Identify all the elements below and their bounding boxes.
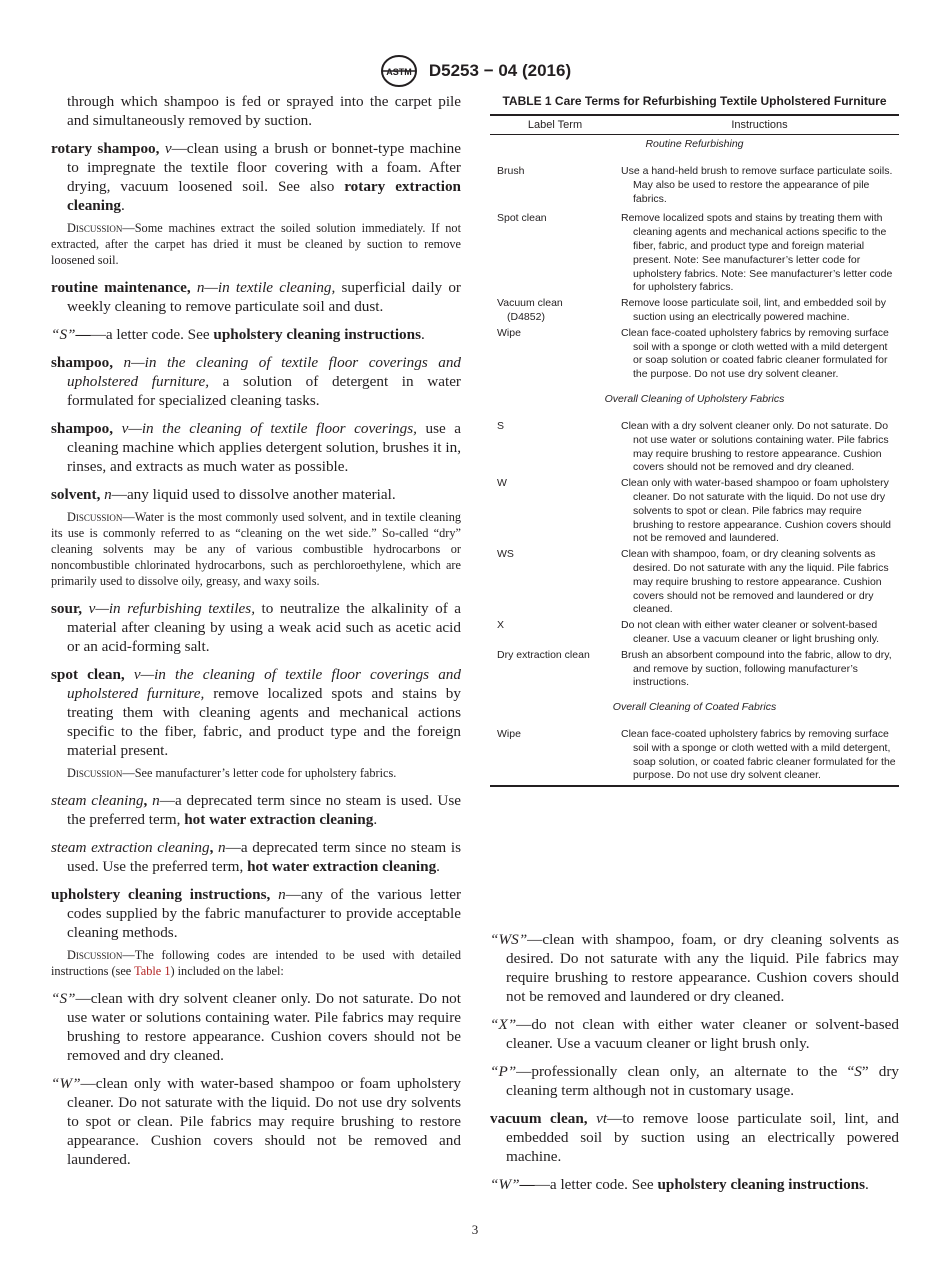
document-code: D5253 − 04 (2016) xyxy=(428,61,572,80)
discussion-rotary: Discussion—Some machines extract the soiled solution immediately. If not extracted, after the carpet has dried it must be cleaned by suction to remove loosened soil. xyxy=(51,221,461,267)
table-1-link[interactable]: Table 1 xyxy=(134,964,171,978)
term-routine-maintenance: routine maintenance, n—in textile cleaning, superficial daily or weekly cleaning to remove particulate soil and dust. xyxy=(51,279,461,315)
code-w: “W”—clean only with water-based shampoo or foam upholstery cleaner. Do not saturate with the liquid. Do not use dry solvents to spot or clean. Pile fabrics may require brushing to restore appearance. Cushion covers should not be removed and laundered. xyxy=(51,1075,461,1168)
table-row: Dry extraction clean Brush an absorbent compound into the fabric, allow to dry, and remove by suction, following manufacturer’s instructions. xyxy=(497,648,892,689)
term-s-code: “S”——a letter code. See upholstery cleaning instructions. xyxy=(51,326,425,343)
term-spot-clean: spot clean, v—in the cleaning of textile floor coverings and upholstered furniture, remove localized spots and stains by treating them with cleaning agents and mechanical actions specific to the fiber, fabric, and product type and the foreign material present. xyxy=(51,666,461,759)
term-shampoo-noun: shampoo, n—in the cleaning of textile floor coverings and upholstered furniture, a solution of detergent in water formulated for specialized cleaning tasks. xyxy=(51,354,462,409)
section-upholstery-fabrics: Overall Cleaning of Upholstery Fabrics xyxy=(604,392,785,405)
term-vacuum-clean: vacuum clean, vt—to remove loose particulate soil, lint, and embedded soil by suction using an electrically powered machine. xyxy=(490,1110,900,1165)
table-row: Wipe Clean face-coated upholstery fabrics by removing surface soil with a sponge or cloth wetted with a mild detergent or soap solution or coated fabric cleaner formulated for the purpose. Do not use dry solvent cleaner. xyxy=(497,326,889,381)
table-row: Vacuum clean (D4852) Remove loose particulate soil, lint, and embedded soil by suction using an electrically powered machine. xyxy=(497,297,886,323)
term-w-code: “W”——a letter code. See upholstery cleaning instructions. xyxy=(490,1176,869,1193)
table-row: WS Clean with shampoo, foam, or dry cleaning solvents as desired. Do not saturate with any the liquid. Pile fabrics may require brushing to restore appearance. Cushion covers should not be removed and laundered or dry cleaned. xyxy=(497,548,889,616)
code-s: “S”—clean with dry solvent cleaner only. Do not saturate. Do not use water or solutions containing water. Pile fabrics may require brushing to restore appearance. Cushion covers should not be removed and dry cleaned. xyxy=(51,990,461,1064)
page-header xyxy=(0,54,950,88)
left-column xyxy=(51,92,461,1178)
term-shampoo-verb: shampoo, v—in the cleaning of textile floor coverings, use a cleaning machine which applies detergent solution, brushes it in, rinses, and extracts as much water as possible. xyxy=(51,420,461,475)
term-upholstery-instructions: upholstery cleaning instructions, n—any of the various letter codes supplied by the fabric manufacturer to provide acceptable cleaning methods. xyxy=(51,886,462,941)
table-row: Wipe Clean face-coated upholstery fabrics by removing surface soil with a sponge or cloth wetted with a mild detergent, soap solution, or coated fabric cleaner formulated for the purpose. Do not use dry solvent cleaner. xyxy=(497,728,896,782)
table-row: X Do not clean with either water cleaner or solvent-based cleaner. Use a vacuum cleaner or light brushing only. xyxy=(497,619,880,645)
discussion-spot-clean: Discussion—See manufacturer’s letter code for upholstery fabrics. xyxy=(67,766,397,780)
code-x: “X”—do not clean with either water cleaner or solvent-based cleaner. Use a vacuum cleaner or light brush only. xyxy=(490,1016,899,1052)
term-steam-cleaning: steam cleaning, n—a deprecated term since no steam is used. Use the preferred term, hot water extraction cleaning. xyxy=(51,792,462,828)
table-title: TABLE 1 Care Terms for Refurbishing Textile Upholstered Furniture xyxy=(502,94,887,108)
table-header xyxy=(490,114,899,135)
table-bottom-rule xyxy=(490,785,899,787)
table-row: Brush Use a hand-held brush to remove surface particulate soils. May also be used to restore the appearance of pile fabrics. xyxy=(497,165,893,205)
term-rotary-shampoo: rotary shampoo, v—clean using a brush or bonnet-type machine to impregnate the textile floor covering with a foam. After drying, vacuum loosened soil. See also rotary extraction cleaning. xyxy=(51,140,462,214)
term-steam-extraction: steam extraction cleaning, n—a deprecated term since no steam is used. Use the preferred term, hot water extraction cleaning. xyxy=(51,839,461,875)
discussion-solvent: Discussion—Water is the most commonly used solvent, and in textile cleaning its use is commonly referred to as “cleaning on the wet side.” So-called “dry” cleaning solvents may be any of various combustible hydrocarbons or noncombustible chlorinated hydrocarbons, such as perchloroethylene, which are primarily used to dissolve oily, greasy, and waxy soils. xyxy=(51,510,461,588)
section-routine: Routine Refurbishing xyxy=(645,138,744,150)
section-coated-fabrics: Overall Cleaning of Coated Fabrics xyxy=(612,701,777,714)
term-solvent: solvent, n—any liquid used to dissolve another material. xyxy=(51,486,396,503)
table-row: S Clean with a dry solvent cleaner only. Do not saturate. Do not use water or solutions containing water. Pile fabrics may require brushing to restore appearance. Cushion covers should not be removed and dry cleaned. xyxy=(497,419,889,474)
col-label-term: Label Term xyxy=(527,119,583,131)
continued-paragraph: through which shampoo is fed or sprayed into the carpet pile and simultaneously removed by suction. xyxy=(67,93,461,129)
astm-logo-icon xyxy=(379,54,419,88)
page-number: 3 xyxy=(471,1222,479,1237)
table-row: Spot clean Remove localized spots and stains by treating them with cleaning agents and mechanical actions specific to the fiber, fabric, and product type and foreign material present. Note: See manufacturer’s letter code for upholstery fabrics. Note: See manufacturer’s letter code for upholstery fabrics. xyxy=(497,212,893,294)
table-row: W Clean only with water-based shampoo or foam upholstery cleaner. Do not saturate with the liquid. Do not use dry solvents to spot or clean. Pile fabrics may require brushing to restore appearance. Cushion covers should not be removed and laundered. xyxy=(497,477,891,545)
right-column xyxy=(490,930,899,1203)
col-instructions: Instructions xyxy=(731,119,788,131)
code-p: “P”—professionally clean only, an alternate to the “S” dry cleaning term although not in customary usage. xyxy=(490,1063,899,1099)
code-ws: “WS”—clean with shampoo, foam, or dry cleaning solvents as desired. Do not saturate with any the liquid. Pile fabrics may require brushing to restore appearance. Cushion covers should not be removed and laundered or dry cleaned. xyxy=(490,931,899,1005)
svg-text:ASTM: ASTM xyxy=(386,67,412,77)
term-sour: sour, v—in refurbishing textiles, to neutralize the alkalinity of a material after cleaning by using a weak acid such as acetic acid or an acid-forming salt. xyxy=(51,600,461,655)
table-1 xyxy=(490,94,899,787)
discussion-upholstery: Discussion—The following codes are intended to be used with detailed instructions (see Table 1) included on the label: xyxy=(51,948,461,978)
